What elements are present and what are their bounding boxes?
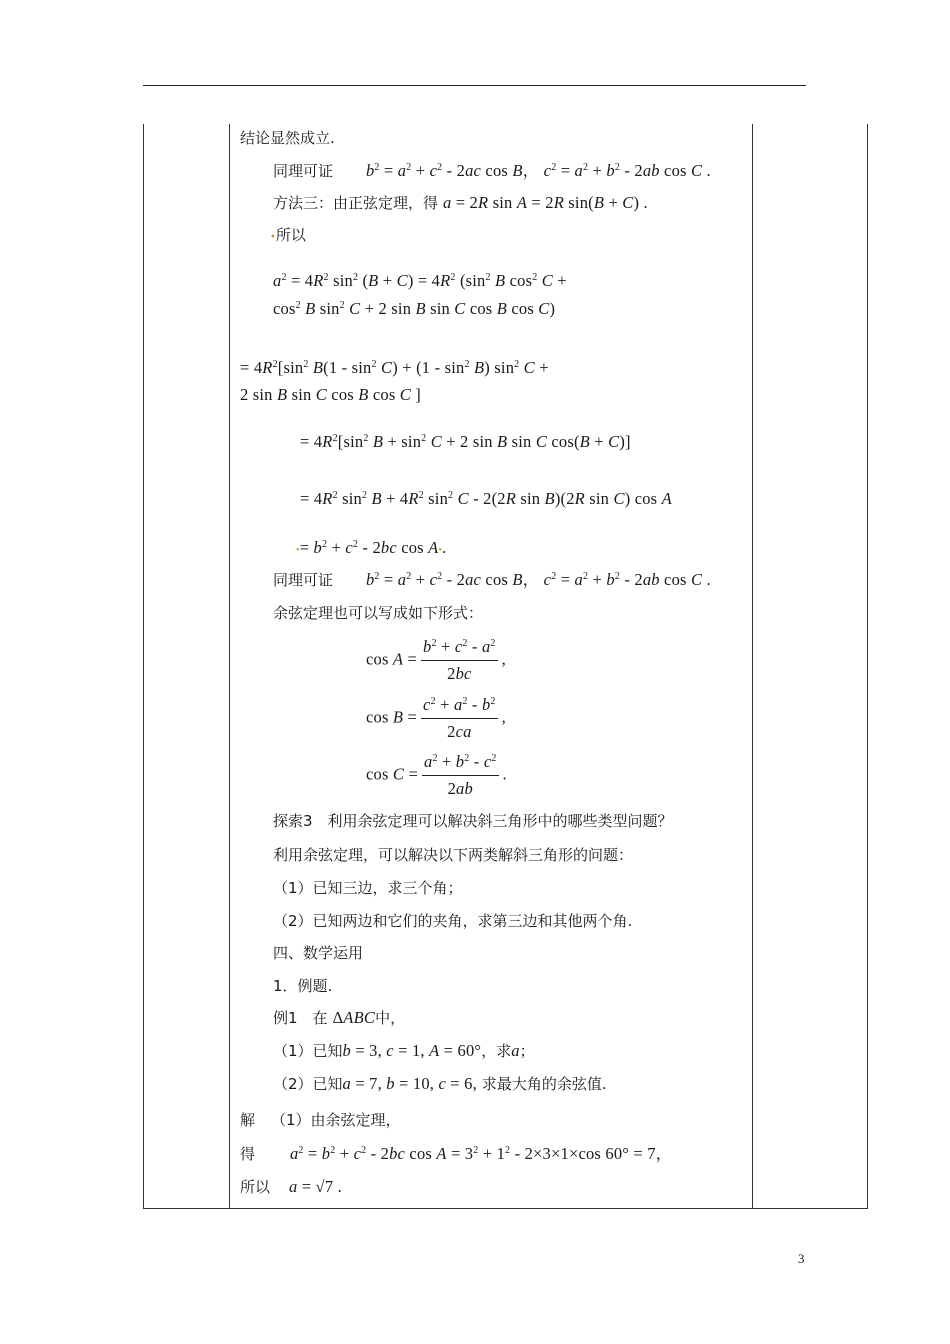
section-heading-4: 四、数学运用: [273, 944, 364, 962]
solution-line-2: 得 $a^2 = b^2 + c^2 - 2bc$ $\cos A = 3^2 + 1^2 - 2\times 3\times 1\times\cos$ 60° = 7，: [240, 1144, 673, 1163]
table-border-col2: [752, 124, 753, 1209]
case-2: （2）已知两边和它们的夹角，求第三边和其他两个角.: [273, 912, 633, 930]
table-border-left: [143, 124, 144, 1209]
table-border-col1: [229, 124, 230, 1209]
explore-3-question: 探索3 利用余弦定理可以解决斜三角形中的哪些类型问题？: [273, 812, 673, 830]
equation-line-7: •= $b^2 + c^2 - 2bc$ cos A•.: [296, 538, 447, 557]
example-1-line: 例1 在 ΔABC中，: [273, 1008, 406, 1027]
equation-line-4: 2 sin B sin C cos B cos C ]: [240, 385, 422, 404]
equation-line-5: = $4R^2[\sin^2$ $B + \sin^2 C + 2$ sin B sin C cos(B + C)]: [300, 432, 631, 451]
cos-c-formula: cos C = $\frac{a^2 + b^2 - c^2}{2ab}$ .: [366, 752, 507, 798]
table-border-bottom: [143, 1208, 868, 1209]
method-three-line: 方法三：由正弦定理，得 a = 2R sin A = 2R sin(B + C) .: [273, 193, 648, 212]
equation-line-6: = $4R^2$ $\sin^2 B + 4R^2$ $\sin^2 C - 2(2R$ sin B)(2R sin C) cos A: [300, 489, 672, 508]
case-1: （1）已知三边，求三个角；: [273, 879, 463, 897]
therefore-line-1: •所以: [270, 226, 306, 244]
similarly-line-1: 同理可证 $b^2 = a^2 + c^2 - 2ac$ cos B， $c^2 = a^2 + b^2 - 2ab$ cos C .: [273, 161, 711, 180]
conclusion-line: 结论显然成立.: [240, 129, 335, 147]
equation-line-1: $a^2 = 4R^2$ $\sin^2 (B + C) = 4R^2$ ($\sin^2$ B $\cos^2 C$ +: [273, 271, 567, 290]
explore-3-answer: 利用余弦定理，可以解决以下两类解斜三角形的问题：: [273, 846, 634, 864]
equation-line-3: = $4R^2[\sin^2$ $B(1 - \sin^2 C) + (1 - \sin^2 B)$ $\sin^2 C$ +: [240, 358, 549, 377]
cosine-forms-intro: 余弦定理也可以写成如下形式：: [273, 604, 484, 622]
table-border-right: [867, 124, 868, 1209]
examples-heading: 1．例题.: [273, 977, 333, 995]
solution-line-1: 解 （1）由余弦定理，: [240, 1111, 401, 1129]
example-1-part-2: （2）已知a = 7, b = 10, c = 6, 求最大角的余弦值.: [273, 1074, 607, 1093]
cos-a-formula: cos A = $\frac{b^2 + c^2 - a^2}{2bc}$ ,: [366, 637, 506, 683]
similarly-line-2: 同理可证 $b^2 = a^2 + c^2 - 2ac$ cos B， $c^2 = a^2 + b^2 - 2ab$ cos C .: [273, 570, 711, 589]
header-rule: [143, 85, 806, 86]
solution-line-3: 所以 a = √7 .: [240, 1177, 342, 1196]
page-number: 3: [798, 1251, 805, 1266]
equation-line-2: $\cos^2 B$ $\sin^2 C + 2$ sin B sin C cos B cos C): [273, 299, 556, 318]
example-1-part-1: （1）已知b = 3, c = 1, A = 60°，求a；: [273, 1041, 535, 1060]
cos-b-formula: cos B = $\frac{c^2 + a^2 - b^2}{2ca}$ ,: [366, 695, 506, 741]
